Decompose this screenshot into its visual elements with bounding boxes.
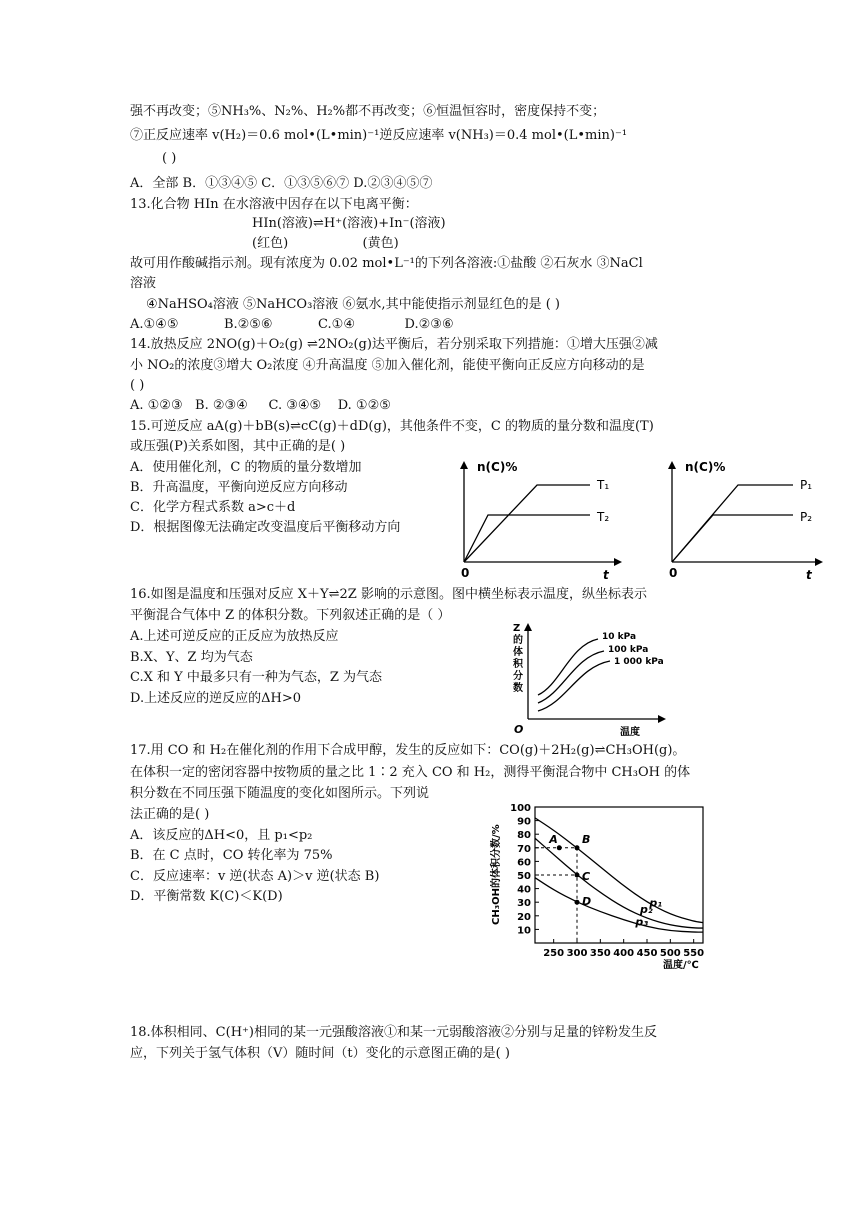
q17-chart-ytick-label: 30 [517,898,531,910]
q17-chart-point-C [575,873,580,878]
q13-equation: HIn(溶液)⇌H⁺(溶液)+In⁻(溶液) [252,216,446,231]
q15-line1: 15.可逆反应 aA(g)＋bB(s)⇌cC(g)＋dD(g)，其他条件不变，C 的物质的量分数和温度(T) [130,419,654,434]
q16-origin: O [514,723,524,736]
q17-chart-series-line-1 [535,818,703,923]
q15-g2-xlabel: t [806,568,812,582]
q16-curve-label-2: 1 000 kPa [614,657,664,667]
q17-chart-xtick-label: 500 [659,948,681,959]
q15-g1-curve-lower [464,515,590,562]
q13-line5: ④NaHSO₄溶液 ⑤NaHCO₃溶液 ⑥氨水,其中能使指示剂显红色的是 ( ) [146,297,560,312]
q17-chart-series-label-3: p₃ [635,915,649,929]
q13-options: A.①④⑤ B.②⑤⑥ C.①④ D.②③⑥ [130,317,454,332]
q13-line3: 故可用作酸碱指示剂。现有浓度为 0.02 mol•L⁻¹的下列各溶液:①盐酸 ②石灰水 ③NaCl [130,256,643,271]
q17-chart-point-A [557,845,562,850]
q17-option-c: C．反应速率：v 逆(状态 A)＞v 逆(状态 B) [130,869,380,884]
q17-chart-xtick-label: 300 [566,948,588,959]
q17-chart-ytick-label: 20 [517,911,531,923]
q15-g1-upper-label: T₁ [597,478,610,492]
q17-line3: 积分数在不同压强下随温度的变化如图所示。下列说 [130,786,430,801]
q17-option-b: B．在 C 点时，CO 转化率为 75% [130,848,333,863]
q16-ylabel-5: 数 [513,683,523,694]
q17-line1: 17.用 CO 和 H₂在催化剂的作用下合成甲醇，发生的反应如下：CO(g)＋2H₂(g)⇌CH₃OH(g)。 [130,743,686,758]
q16-curve-10kpa [538,639,598,695]
q17-chart-point-label-A: A [549,832,558,846]
q17-chart-point-label-B: B [582,832,591,846]
q17-chart-xtick-label: 400 [613,948,635,959]
q18-line1: 18.体积相同、C(H⁺)相同的某一元强酸溶液①和某一元弱酸溶液②分别与足量的锌粉发生反 [130,1025,657,1040]
q17-chart-point-label-C: C [582,870,591,883]
q16-xlabel: 温度 [620,727,640,738]
q12-options: A．全部 B．①③④⑤ C．①③⑤⑥⑦ D.②③④⑤⑦ [130,176,433,191]
q12-line1: 强不再改变；⑤NH₃%、N₂%、H₂%都不再改变；⑥恒温恒容时，密度保持不变； [130,104,606,119]
q13-colors: (红色) (黄色) [252,236,399,251]
q15-g2-lower-label: P₂ [800,510,813,524]
q13-stem: 13.化合物 HIn 在水溶液中因存在以下电离平衡： [130,197,418,212]
q15-g2-ylabel: n(C)% [685,460,726,474]
q14-options: A. ①②③ B. ②③④ C. ③④⑤ D. ①②⑤ [130,398,391,413]
q17-chart-ytick-label: 40 [517,884,531,896]
q13-line4: 溶液 [130,276,157,291]
q17-chart-point-B [575,845,580,850]
q15-option-b: B．升高温度，平衡向逆反应方向移动 [130,480,348,495]
q15-g1-origin: 0 [461,566,470,580]
q17-option-a: A．该反应的ΔH<0，且 p₁<p₂ [130,828,313,843]
q16-graph [508,615,678,740]
q14-line3: ( ) [130,378,145,393]
q17-chart-xtick-label: 450 [636,948,658,959]
q17-chart-ytick-label: 80 [517,830,531,842]
q14-line2: 小 NO₂的浓度③增大 O₂浓度 ④升高温度 ⑤加入催化剂，能使平衡向正反应方向移动的是 [130,358,645,373]
q17-chart-point-label-D: D [582,895,592,909]
q17-chart-ytick-label: 100 [510,803,531,814]
q17-chart-series-label-1: p₁ [649,896,663,910]
q17-chart-series-line-2 [535,838,703,928]
q17-chart-ytick-label: 60 [517,857,531,869]
q17-chart-xlabel: 温度/℃ [663,960,699,971]
q16-curve-1000kpa [538,661,610,711]
q16-option-a: A.上述可逆反应的正反应为放热反应 [130,629,339,644]
q15-g1-ylabel: n(C)% [477,460,518,474]
q15-g2-origin: 0 [669,566,678,580]
q16-curve-label-0: 10 kPa [602,632,637,642]
q15-g2-curve-lower [672,515,793,562]
q15-g1-lower-label: T₂ [597,510,610,524]
q16-curve-label-1: 100 kPa [608,645,649,655]
q17-chart-ytick-label: 50 [517,871,531,882]
q18-line2: 应，下列关于氢气体积（V）随时间（t）变化的示意图正确的是( ) [130,1046,510,1061]
q16-ylabel-3: 积 [513,659,523,670]
q15-option-d: D．根据图像无法确定改变温度后平衡移动方向 [130,520,401,535]
q16-option-c: C.X 和 Y 中最多只有一种为气态，Z 为气态 [130,670,383,685]
q15-g2-upper-label: P₁ [800,478,813,492]
q17-line2: 在体积一定的密闭容器中按物质的量之比 1∶2 充入 CO 和 H₂，测得平衡混合物中 CH₃OH 的体 [130,765,691,780]
q16-option-d: D.上述反应的逆反应的ΔH>0 [130,691,301,706]
q17-chart [480,795,710,975]
q12-blank: ( ) [162,151,177,166]
q16-option-b: B.X、Y、Z 均为气态 [130,650,253,665]
q15-g1-curve-upper [464,485,590,562]
q17-chart-ylabel: CH₃OH的体积分数/% [491,824,502,925]
q17-chart-xtick-label: 350 [589,948,611,959]
q16-line2: 平衡混合气体中 Z 的体积分数。下列叙述正确的是（ ） [130,608,451,623]
q17-chart-ytick-label: 90 [517,816,531,828]
q15-line2: 或压强(P)关系如图，其中正确的是( ) [130,439,346,454]
q16-ylabel-2: 体 [513,647,523,658]
q17-option-d: D．平衡常数 K(C)＜K(D) [130,889,283,904]
q16-ylabel-4: 分 [513,671,523,682]
q14-line1: 14.放热反应 2NO(g)＋O₂(g) ⇌2NO₂(g)达平衡后，若分别采取下列措施：①增大压强②减 [130,337,658,352]
q16-ylabel-1: 的 [513,635,523,646]
q17-line4: 法正确的是( ) [130,807,210,822]
q15-graph-pressure [663,455,833,585]
q17-chart-ytick-label: 70 [517,843,531,855]
q15-graph-temperature [455,455,625,585]
q15-g2-curve-upper [672,485,793,562]
q15-option-a: A．使用催化剂，C 的物质的量分数增加 [130,460,362,475]
q15-option-c: C．化学方程式系数 a>c＋d [130,500,296,515]
q17-chart-series-label-2: p₂ [640,903,653,917]
q12-line2: ⑦正反应速率 v(H₂)＝0.6 mol•(L•min)⁻¹逆反应速率 v(NH₃)＝0.4 mol•(L•min)⁻¹ [130,128,628,143]
q15-g1-xlabel: t [603,568,609,582]
q16-line1: 16.如图是温度和压强对反应 X＋Y⇌2Z 影响的示意图。图中横坐标表示温度，纵坐标表示 [130,587,647,602]
q17-chart-point-D [575,900,580,905]
q17-chart-xtick-label: 250 [543,948,565,959]
q16-ylabel-0: Z [513,623,521,634]
q17-chart-ytick-label: 10 [517,925,531,937]
q17-chart-xtick-label: 550 [683,948,705,959]
